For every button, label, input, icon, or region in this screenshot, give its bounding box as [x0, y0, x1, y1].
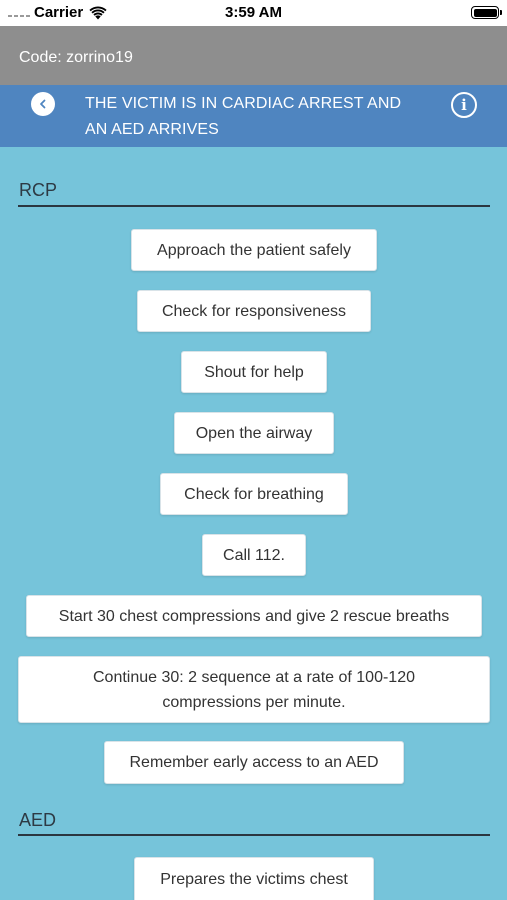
- battery-icon: [471, 6, 499, 19]
- carrier-label: Carrier: [34, 4, 84, 21]
- step-call-112[interactable]: Call 112.: [202, 534, 306, 576]
- step-approach-patient[interactable]: Approach the patient safely: [131, 229, 377, 271]
- scenario-title: THE VICTIM IS IN CARDIAC ARREST AND AN AED ARRIVES: [85, 95, 402, 138]
- status-time: 3:59 AM: [225, 4, 282, 21]
- status-bar: [0, 0, 507, 26]
- step-check-responsiveness[interactable]: Check for responsiveness: [137, 290, 371, 332]
- back-button[interactable]: [31, 92, 55, 116]
- info-icon: i: [461, 96, 467, 114]
- chevron-left-icon: [38, 99, 48, 109]
- session-code: Code: zorrino19: [19, 49, 133, 66]
- step-start-compressions[interactable]: Start 30 chest compressions and give 2 rescue breaths: [26, 595, 482, 637]
- section-divider: [18, 834, 490, 836]
- step-shout-for-help[interactable]: Shout for help: [181, 351, 327, 393]
- section-divider: [18, 205, 490, 207]
- step-continue-sequence[interactable]: Continue 30: 2 sequence at a rate of 100-120 compressions per minute.: [18, 656, 490, 723]
- step-open-airway[interactable]: Open the airway: [174, 412, 334, 454]
- step-check-breathing[interactable]: Check for breathing: [160, 473, 348, 515]
- scenario-header: [0, 85, 507, 147]
- section-title-aed: AED: [19, 810, 57, 830]
- code-bar: [0, 26, 507, 85]
- step-prepare-chest[interactable]: Prepares the victims chest: [134, 857, 374, 900]
- step-early-aed-access[interactable]: Remember early access to an AED: [104, 741, 404, 784]
- section-title-rcp: RCP: [19, 180, 58, 200]
- info-button[interactable]: [451, 92, 477, 118]
